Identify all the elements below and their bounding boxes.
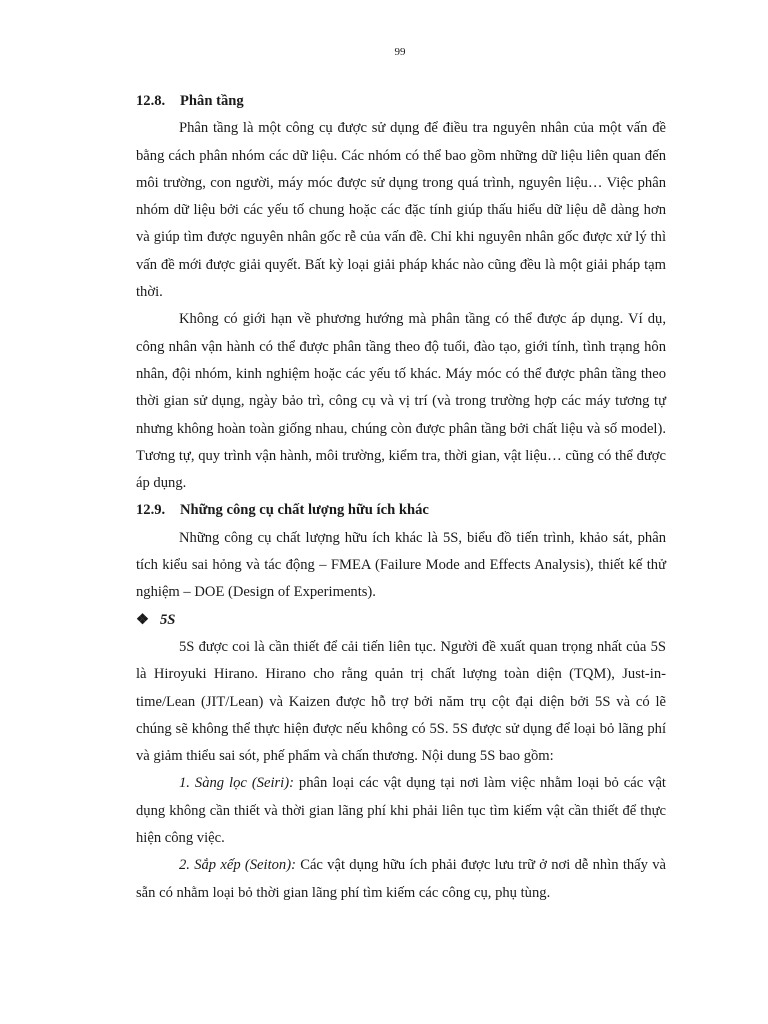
diamond-bullet-icon: ❖ <box>136 611 150 628</box>
section-number: 12.8. <box>136 93 166 109</box>
section-title: Những công cụ chất lượng hữu ích khác <box>180 502 429 519</box>
list-item-label: 1. Sàng lọc (Seiri): <box>179 775 294 792</box>
list-item-seiri <box>136 770 666 852</box>
paragraph: 5S được coi là cần thiết để cải tiến liên tục. Người đề xuất quan trọng nhất của 5S là Hiroyuki Hirano. Hirano cho rằng quản trị chất lượng toàn diện (TQM), Just-in-time/Lean (JIT/Lean) và Kaizen được hỗ trợ bởi năm trụ cột đại diện bởi 5S và có lẽ chúng sẽ không thể thực hiện được nếu không có 5S. 5S được sử dụng để loại bỏ lãng phí và giảm thiểu sai sót, phế phẩm và chấn thương. Nội dung 5S bao gồm: <box>136 638 666 765</box>
bullet-title: 5S <box>160 611 176 628</box>
list-item-seiton <box>136 852 666 907</box>
section-title: Phân tầng <box>180 93 244 109</box>
bullet-heading-5s <box>136 607 666 634</box>
list-item-text: Các vật dụng hữu ích phải được lưu trữ ở nơi dễ nhìn thấy và sẵn có nhằm loại bỏ thời gian lãng phí tìm kiếm các công cụ, phụ tùng. <box>136 857 666 901</box>
list-item-label: 2. Sắp xếp (Seiton): <box>179 857 296 874</box>
section-heading-12-8 <box>136 88 666 115</box>
section-heading-12-9 <box>136 497 666 524</box>
paragraph: Những công cụ chất lượng hữu ích khác là 5S, biểu đồ tiến trình, khảo sát, phân tích kiểu sai hỏng và tác động – FMEA (Failure Mode and Effects Analysis), thiết kế thử nghiệm – DOE (Design of Experiments). <box>136 529 666 601</box>
paragraph: Không có giới hạn về phương hướng mà phân tầng có thể được áp dụng. Ví dụ, công nhân vận hành có thể được phân tầng theo độ tuổi, đào tạo, giới tính, tình trạng hôn nhân, đội nhóm, kinh nghiệm hoặc các yếu tố khác. Máy móc có thể được phân tầng theo thời gian sử dụng, ngày bảo trì, công cụ và vị trí (và trong trường hợp các máy tương tự nhưng không hoàn toàn giống nhau, chúng còn được phân tầng bởi chất liệu và số model). Tương tự, quy trình vận hành, môi trường, kiểm tra, thời gian, vật liệu… cũng có thể được áp dụng. <box>136 311 666 492</box>
section-number: 12.9. <box>136 502 166 519</box>
page-content <box>136 88 666 907</box>
list-item-text: phân loại các vật dụng tại nơi làm việc nhằm loại bỏ các vật dụng không cần thiết và thời gian lãng phí khi phải liên tục tìm kiếm vật cần thiết để thực hiện công việc. <box>136 775 666 847</box>
paragraph: Phân tầng là một công cụ được sử dụng để điều tra nguyên nhân của một vấn đề bằng cách phân nhóm các dữ liệu. Các nhóm có thể bao gồm những dữ liệu liên quan đến môi trường, con người, máy móc được sử dụng trong quá trình, nguyên liệu… Việc phân nhóm dữ liệu bởi các yếu tố chung hoặc các đặc tính giúp thấu hiểu dữ liệu dễ dàng hơn và giúp tìm được nguyên nhân gốc rễ của vấn đề. Chỉ khi nguyên nhân gốc được xử lý thì vấn đề mới được giải quyết. Bất kỳ loại giải pháp khác nào cũng đều là một giải pháp tạm thời. <box>136 120 666 301</box>
page-number: 99 <box>394 46 406 58</box>
